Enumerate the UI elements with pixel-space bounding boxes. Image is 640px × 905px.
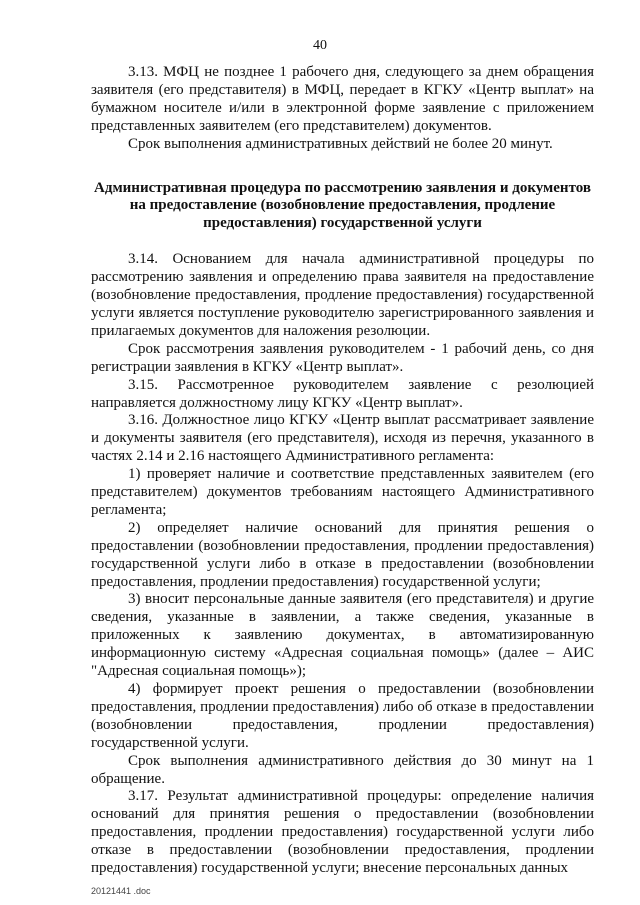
paragraph-deadline-30-min: Срок выполнения административного действия до 30 минут на 1 обращение.: [91, 752, 594, 787]
paragraph-3-14: 3.14. Основанием для начала административной процедуры по рассмотрению заявления и определению права заявителя на предоставление (возобновление предоставления, продление предоставления) государственной услуги является поступление руководителю зарегистрированного заявления и прилагаемых документов для наложения резолюции.: [91, 251, 594, 339]
paragraph-review-deadline: Срок рассмотрения заявления руководителем - 1 рабочий день, со дня регистрации заявления в КГКУ «Центр выплат».: [91, 340, 594, 375]
paragraph-3-13: 3.13. МФЦ не позднее 1 рабочего дня, следующего за днем обращения заявителя (его представителя) в МФЦ, передает в КГКУ «Центр выплат» на бумажном носителе и/или в электронной форме заявление с приложением представленных заявителем (его представителем) документов.: [91, 64, 594, 134]
paragraph-3-16: 3.16. Должностное лицо КГКУ «Центр выплат рассматривает заявление и документы заявителя (его представителя), исходя из перечня, указанного в частях 2.14 и 2.16 настоящего Административного регламента:: [91, 412, 594, 465]
list-item-2: 2) определяет наличие оснований для принятия решения о предоставлении (возобновлении предоставления, продлении предоставления) государственной услуги либо в отказе в предоставлении (возобновлении предоставления, продлении предоставления) государственной услуги;: [91, 519, 594, 590]
section-heading: Административная процедура по рассмотрению заявления и документов на предоставление (возобновление предоставления, продление предоставления) государственной услуги: [94, 179, 591, 232]
paragraph-deadline-20-min: Срок выполнения административных действий не более 20 минут.: [128, 135, 553, 152]
page-number: 40: [313, 38, 327, 53]
document-body: [91, 64, 594, 878]
list-item-1: 1) проверяет наличие и соответствие представленных заявителем (его представителем) документов требованиям настоящего Административного регламента;: [91, 466, 594, 518]
paragraph-3-17: 3.17. Результат административной процедуры: определение наличия оснований для принятия решения о предоставлении (возобновлении предоставления, продлении предоставления) государственной услуги либо отказе в предоставлении (возобновлении предоставления, продлении предоставления) государственной услуги; внесение персональных данных: [91, 788, 594, 877]
list-item-3: 3) вносит персональные данные заявителя (его представителя) и другие сведения, указанные в заявлении, а также сведения, указанные в приложенных к заявлению документах, в автоматизированную информационную систему «Адресная социальная помощь» (далее – АИС "Адресная социальная помощь»);: [91, 591, 594, 680]
list-item-4: 4) формирует проект решения о предоставлении (возобновлении предоставления, продлении предоставления) либо об отказе в предоставлении (возобновлении предоставления, продлении предоставления) государственной услуги.: [91, 681, 594, 751]
paragraph-3-15: 3.15. Рассмотренное руководителем заявление с резолюцией направляется должностному лицу КГКУ «Центр выплат».: [91, 376, 594, 411]
file-footer: 20121441 .doc: [91, 886, 151, 896]
